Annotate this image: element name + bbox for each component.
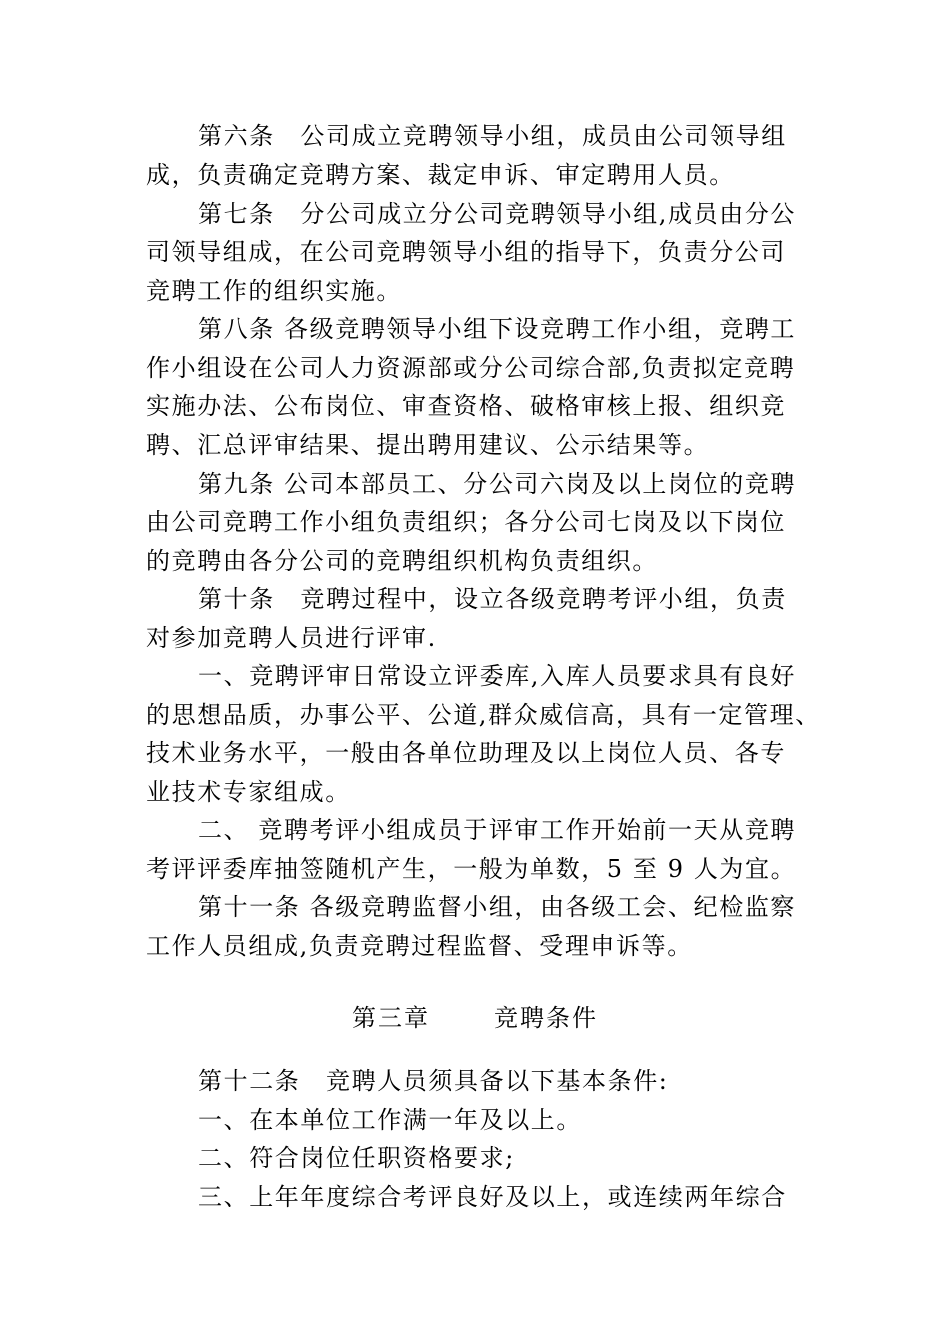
- paragraph-line: 作小组设在公司人力资源部或分公司综合部,负责拟定竞聘: [146, 354, 796, 382]
- section-line: 二、符合岗位任职资格要求;: [198, 1144, 515, 1172]
- paragraph-line: 竞聘工作的组织实施。: [146, 277, 402, 305]
- paragraph-line: 对参加竞聘人员进行评审.: [146, 624, 437, 652]
- paragraph-line: 二、 竞聘考评小组成员于评审工作开始前一天从竞聘: [198, 816, 797, 844]
- paragraph-line: 的思想品质，办事公平、公道,群众威信高，具有一定管理、: [146, 701, 821, 729]
- chapter-heading: [0, 1003, 950, 1033]
- paragraph-line: 一、竞聘评审日常设立评委库,入库人员要求具有良好: [198, 662, 797, 690]
- paragraph-line: 业技术专家组成。: [146, 778, 351, 806]
- paragraph-line: 第十条 竞聘过程中，设立各级竞聘考评小组，负责: [198, 585, 787, 613]
- chapter-title: 竞聘条件: [494, 1004, 598, 1032]
- paragraph-line: 第六条 公司成立竞聘领导小组，成员由公司领导组: [198, 122, 787, 150]
- paragraph-line: 聘、汇总评审结果、提出聘用建议、公示结果等。: [146, 431, 710, 459]
- chapter-number: 第三章: [352, 1004, 430, 1032]
- section-line: 第十二条 竞聘人员须具备以下基本条件:: [198, 1067, 669, 1095]
- section-line: 三、上年年度综合考评良好及以上，或连续两年综合: [198, 1183, 787, 1211]
- paragraph-line: 的竞聘由各分公司的竞聘组织机构负责组织。: [146, 547, 658, 575]
- section-line: 一、在本单位工作满一年及以上。: [198, 1106, 582, 1134]
- paragraph-line: 第七条 分公司成立分公司竞聘领导小组,成员由分公: [198, 200, 797, 228]
- paragraph-line: 第九条 公司本部员工、分公司六岗及以上岗位的竞聘: [198, 470, 797, 498]
- paragraph-line: 由公司竞聘工作小组负责组织；各分公司七岗及以下岗位: [146, 508, 786, 536]
- paragraph-line: 第十一条 各级竞聘监督小组，由各级工会、纪检监察: [198, 893, 797, 921]
- paragraph-line: 实施办法、公布岗位、审查资格、破格审核上报、组织竞: [146, 392, 786, 420]
- paragraph-line: 考评评委库抽签随机产生，一般为单数，5 至 9 人为宜。: [146, 855, 797, 883]
- paragraph-line: 第八条 各级竞聘领导小组下设竞聘工作小组，竞聘工: [198, 315, 797, 343]
- paragraph-line: 技术业务水平，一般由各单位助理及以上岗位人员、各专: [146, 739, 786, 767]
- paragraph-line: 成，负责确定竞聘方案、裁定申诉、审定聘用人员。: [146, 161, 735, 189]
- paragraph-line: 司领导组成，在公司竞聘领导小组的指导下，负责分公司: [146, 238, 786, 266]
- paragraph-line: 工作人员组成,负责竞聘过程监督、受理申诉等。: [146, 932, 693, 960]
